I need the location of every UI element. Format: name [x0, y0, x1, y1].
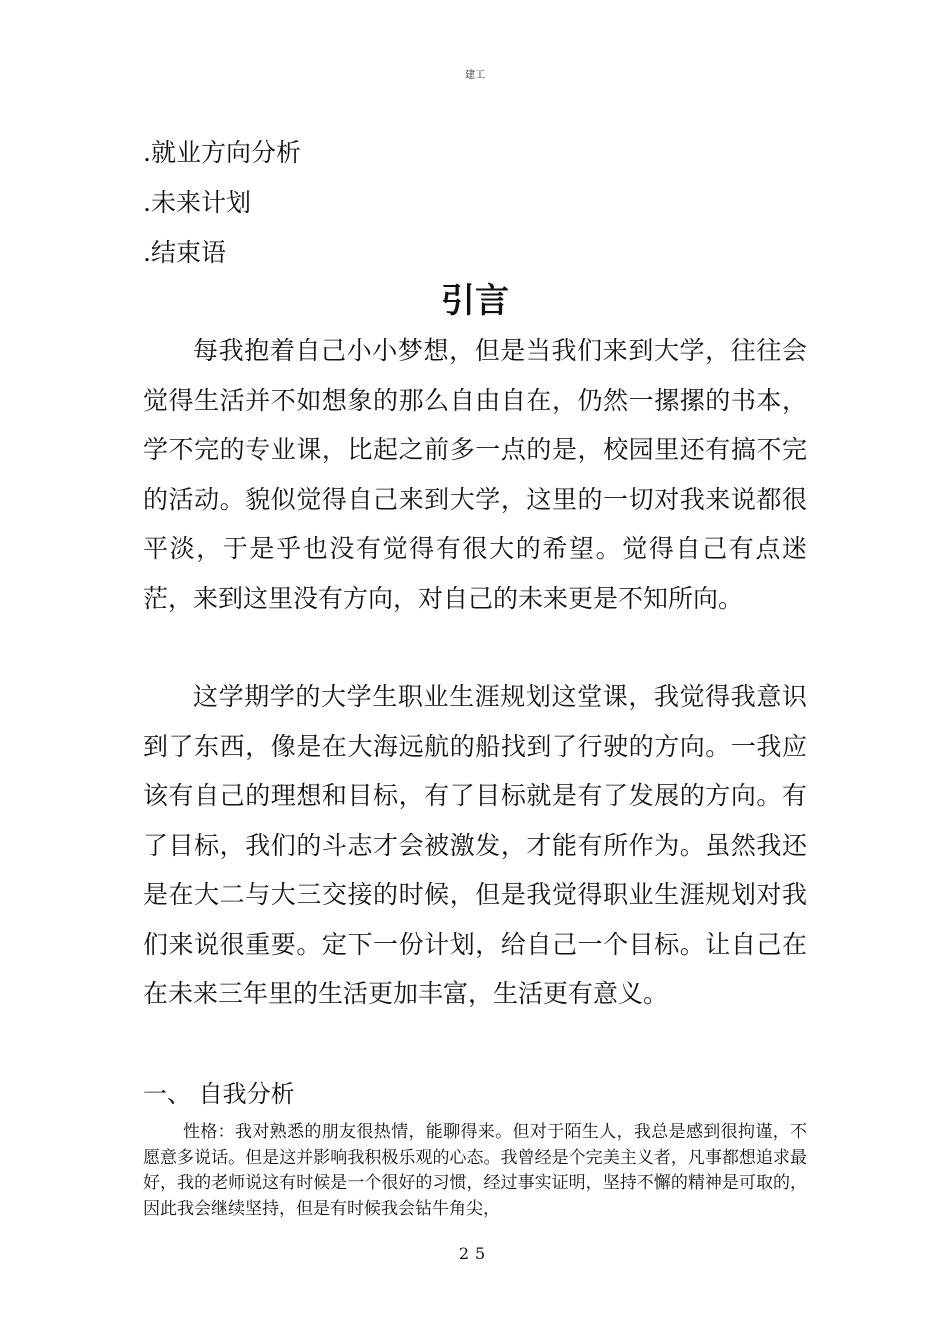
table-of-contents: [143, 128, 301, 278]
toc-item-future-plan: .未来计划: [143, 188, 251, 217]
self-analysis-heading: 一、 自我分析: [143, 1080, 295, 1108]
section-title: 引言: [441, 281, 509, 321]
page-header: 建工: [465, 70, 485, 81]
personality-paragraph: 性格：我对熟悉的朋友很热情，能聊得来。但对于陌生人，我总是感到很拘谨，不愿意多说话。但是这并影响我积极乐观的心态。我曾经是个完美主义者，凡事都想追求最好，我的老师说这有时候是一个很好的习惯，经过事实证明，坚持不懈的精神是可取的，因此我会继续坚持，但是有时候我会钻牛角尖，: [143, 1122, 807, 1219]
page-number: 25: [458, 1244, 492, 1263]
intro-paragraph-1: 每我抱着自己小小梦想，但是当我们来到大学，往往会觉得生活并不如想象的那么自由自在，仍然一摞摞的书本，学不完的专业课，比起之前多一点的是，校园里还有搞不完的活动。貌似觉得自己来到大学，这里的一切对我来说都很平淡，于是乎也没有觉得有很大的希望。觉得自己有点迷茫，来到这里没有方向，对自己的未来更是不知所向。: [143, 336, 807, 613]
intro-paragraph-2: 这学期学的大学生职业生涯规划这堂课，我觉得我意识到了东西，像是在大海远航的船找到了行驶的方向。一我应该有自己的理想和目标，有了目标就是有了发展的方向。有了目标，我们的斗志才会被激发，才能有所作为。虽然我还是在大二与大三交接的时候，但是我觉得职业生涯规划对我们来说很重要。定下一份计划，给自己一个目标。让自己在在未来三年里的生活更加丰富，生活更有意义。: [143, 682, 807, 1008]
toc-item-conclusion: .结束语: [143, 238, 226, 267]
toc-item-employment-analysis: .就业方向分析: [143, 138, 301, 167]
